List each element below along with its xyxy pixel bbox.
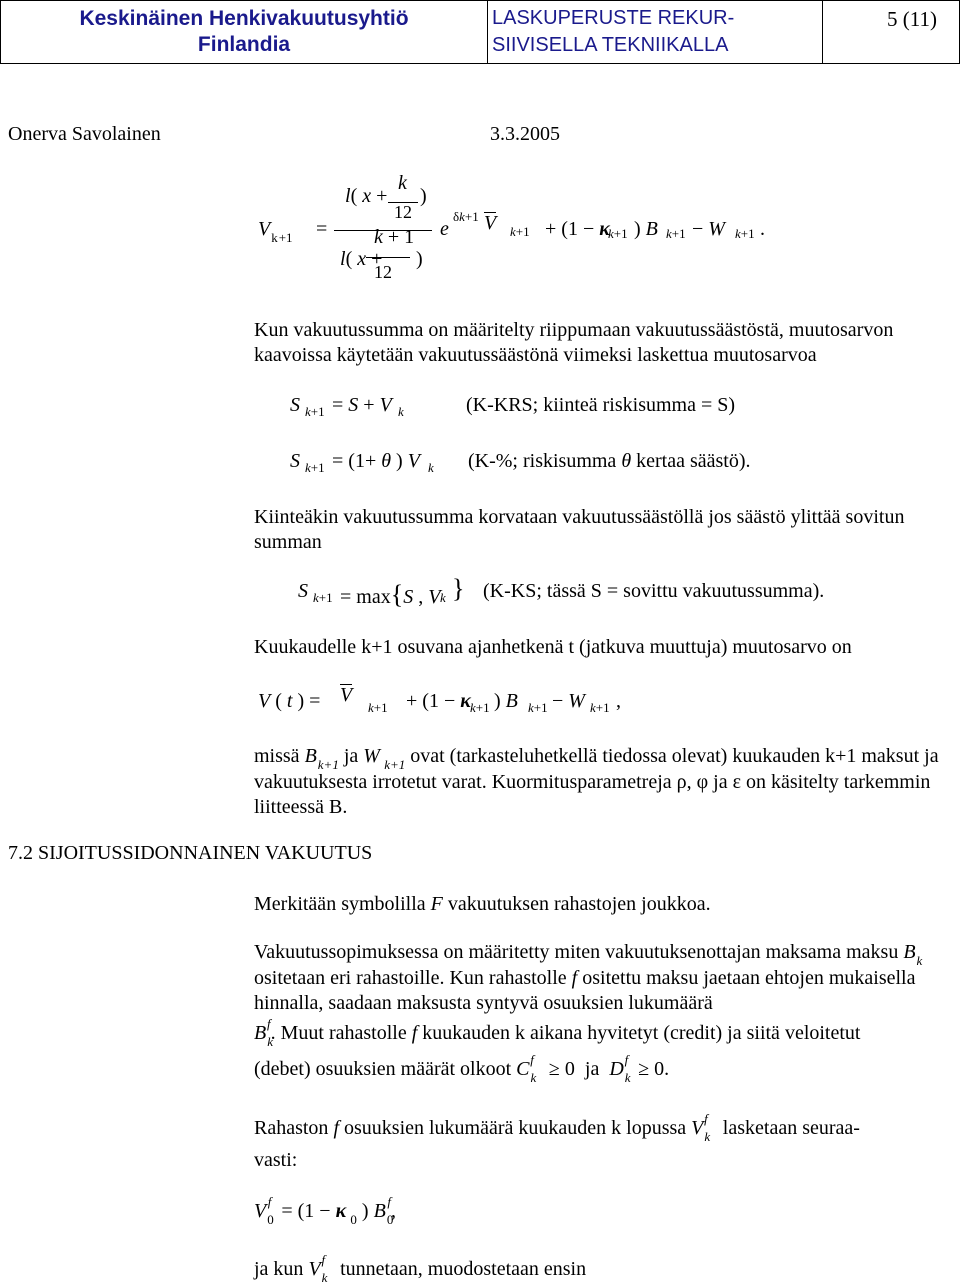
date: 3.3.2005 (490, 123, 560, 145)
company-name-line2: Finlandia (197, 33, 291, 56)
paragraph-2: Kiinteäkin vakuutussumma korvataan vakuutussäästöllä jos säästö ylittää sovitun summan (254, 506, 905, 553)
paragraph-7: Rahaston f osuuksien lukumäärä kuukauden k lopussa $V_k^f$ lasketaan seuraa- (254, 1111, 860, 1144)
paragraph-6: Vakuutussopimuksessa on määritetty miten vakuutuksenottajan maksama maksu $B_k$ ositetaan eri rahastoille. Kun rahastolle f ositettu maksu jaetaan ehtojen mukaisella hinnalla, saadaan maksusta syntyvä osuuksien lukumäärä (254, 941, 923, 1014)
paragraph-4: missä $B_{k+1}$ ja W $_{k+1}$ ovat (tarkasteluhetkellä tiedossa olevat) kuukauden k+1 maksut ja vakuutuksesta irrotetut varat. Kuormitusparametreja ρ, φ ja ε on käsitelty tarkemmin liitteessä B. (254, 745, 939, 818)
header-company-cell (0, 0, 487, 64)
paragraph-5: Merkitään symbolilla F vakuutuksen rahastojen joukkoa. (254, 893, 711, 915)
paragraph-8: ja kun $V_k^f$ tunnetaan, muodostetaan ensin (254, 1252, 587, 1285)
paragraph-3: Kuukaudelle k+1 osuvana ajanhetkenä t (jatkuva muuttuja) muutosarvo on (254, 636, 852, 658)
header-page-cell (822, 0, 960, 64)
company-name: Keskinäinen Henkivakuutusyhtiö (79, 7, 409, 30)
author: Onerva Savolainen (8, 123, 161, 145)
doc-title-line2: SIIVISELLA TEKNIIKALLA (492, 34, 729, 56)
document-header (0, 0, 960, 66)
note-k-ks: (K-KS; tässä S = sovittu vakuutussumma). (483, 580, 825, 602)
paragraph-6-cont: $B_k^f$. Muut rahastolle f kuukauden k aikana hyvitetyt (credit) ja siitä veloitetut (254, 1016, 861, 1049)
section-heading: 7.2 SIJOITUSSIDONNAINEN VAKUUTUS (8, 842, 373, 864)
note-k-krs: (K-KRS; kiinteä riskisumma = S) (466, 394, 736, 416)
note-k-percent-a: (K-%; riskisumma (468, 450, 617, 472)
page-number: 5 (11) (887, 7, 937, 31)
paragraph-1: Kun vakuutussumma on määritelty riippumaan vakuutussäästöstä, muutosarvon kaavoissa käytetään vakuutussäästönä viimeksi laskettua muutosarvoa (254, 319, 894, 366)
note-k-percent-b: kertaa säästö). (636, 450, 751, 472)
paragraph-6-end: (debet) osuuksien määrät olkoot $C_k^f \ge 0$ ja $D_k^f \ge 0$. (254, 1052, 670, 1085)
formula-v0: $V_0^f = (1 - \kappa$ $_0$ ) $B_0^f$, (254, 1194, 396, 1227)
header-title-cell (487, 0, 822, 64)
doc-title: LASKUPERUSTE REKUR- (492, 7, 735, 29)
